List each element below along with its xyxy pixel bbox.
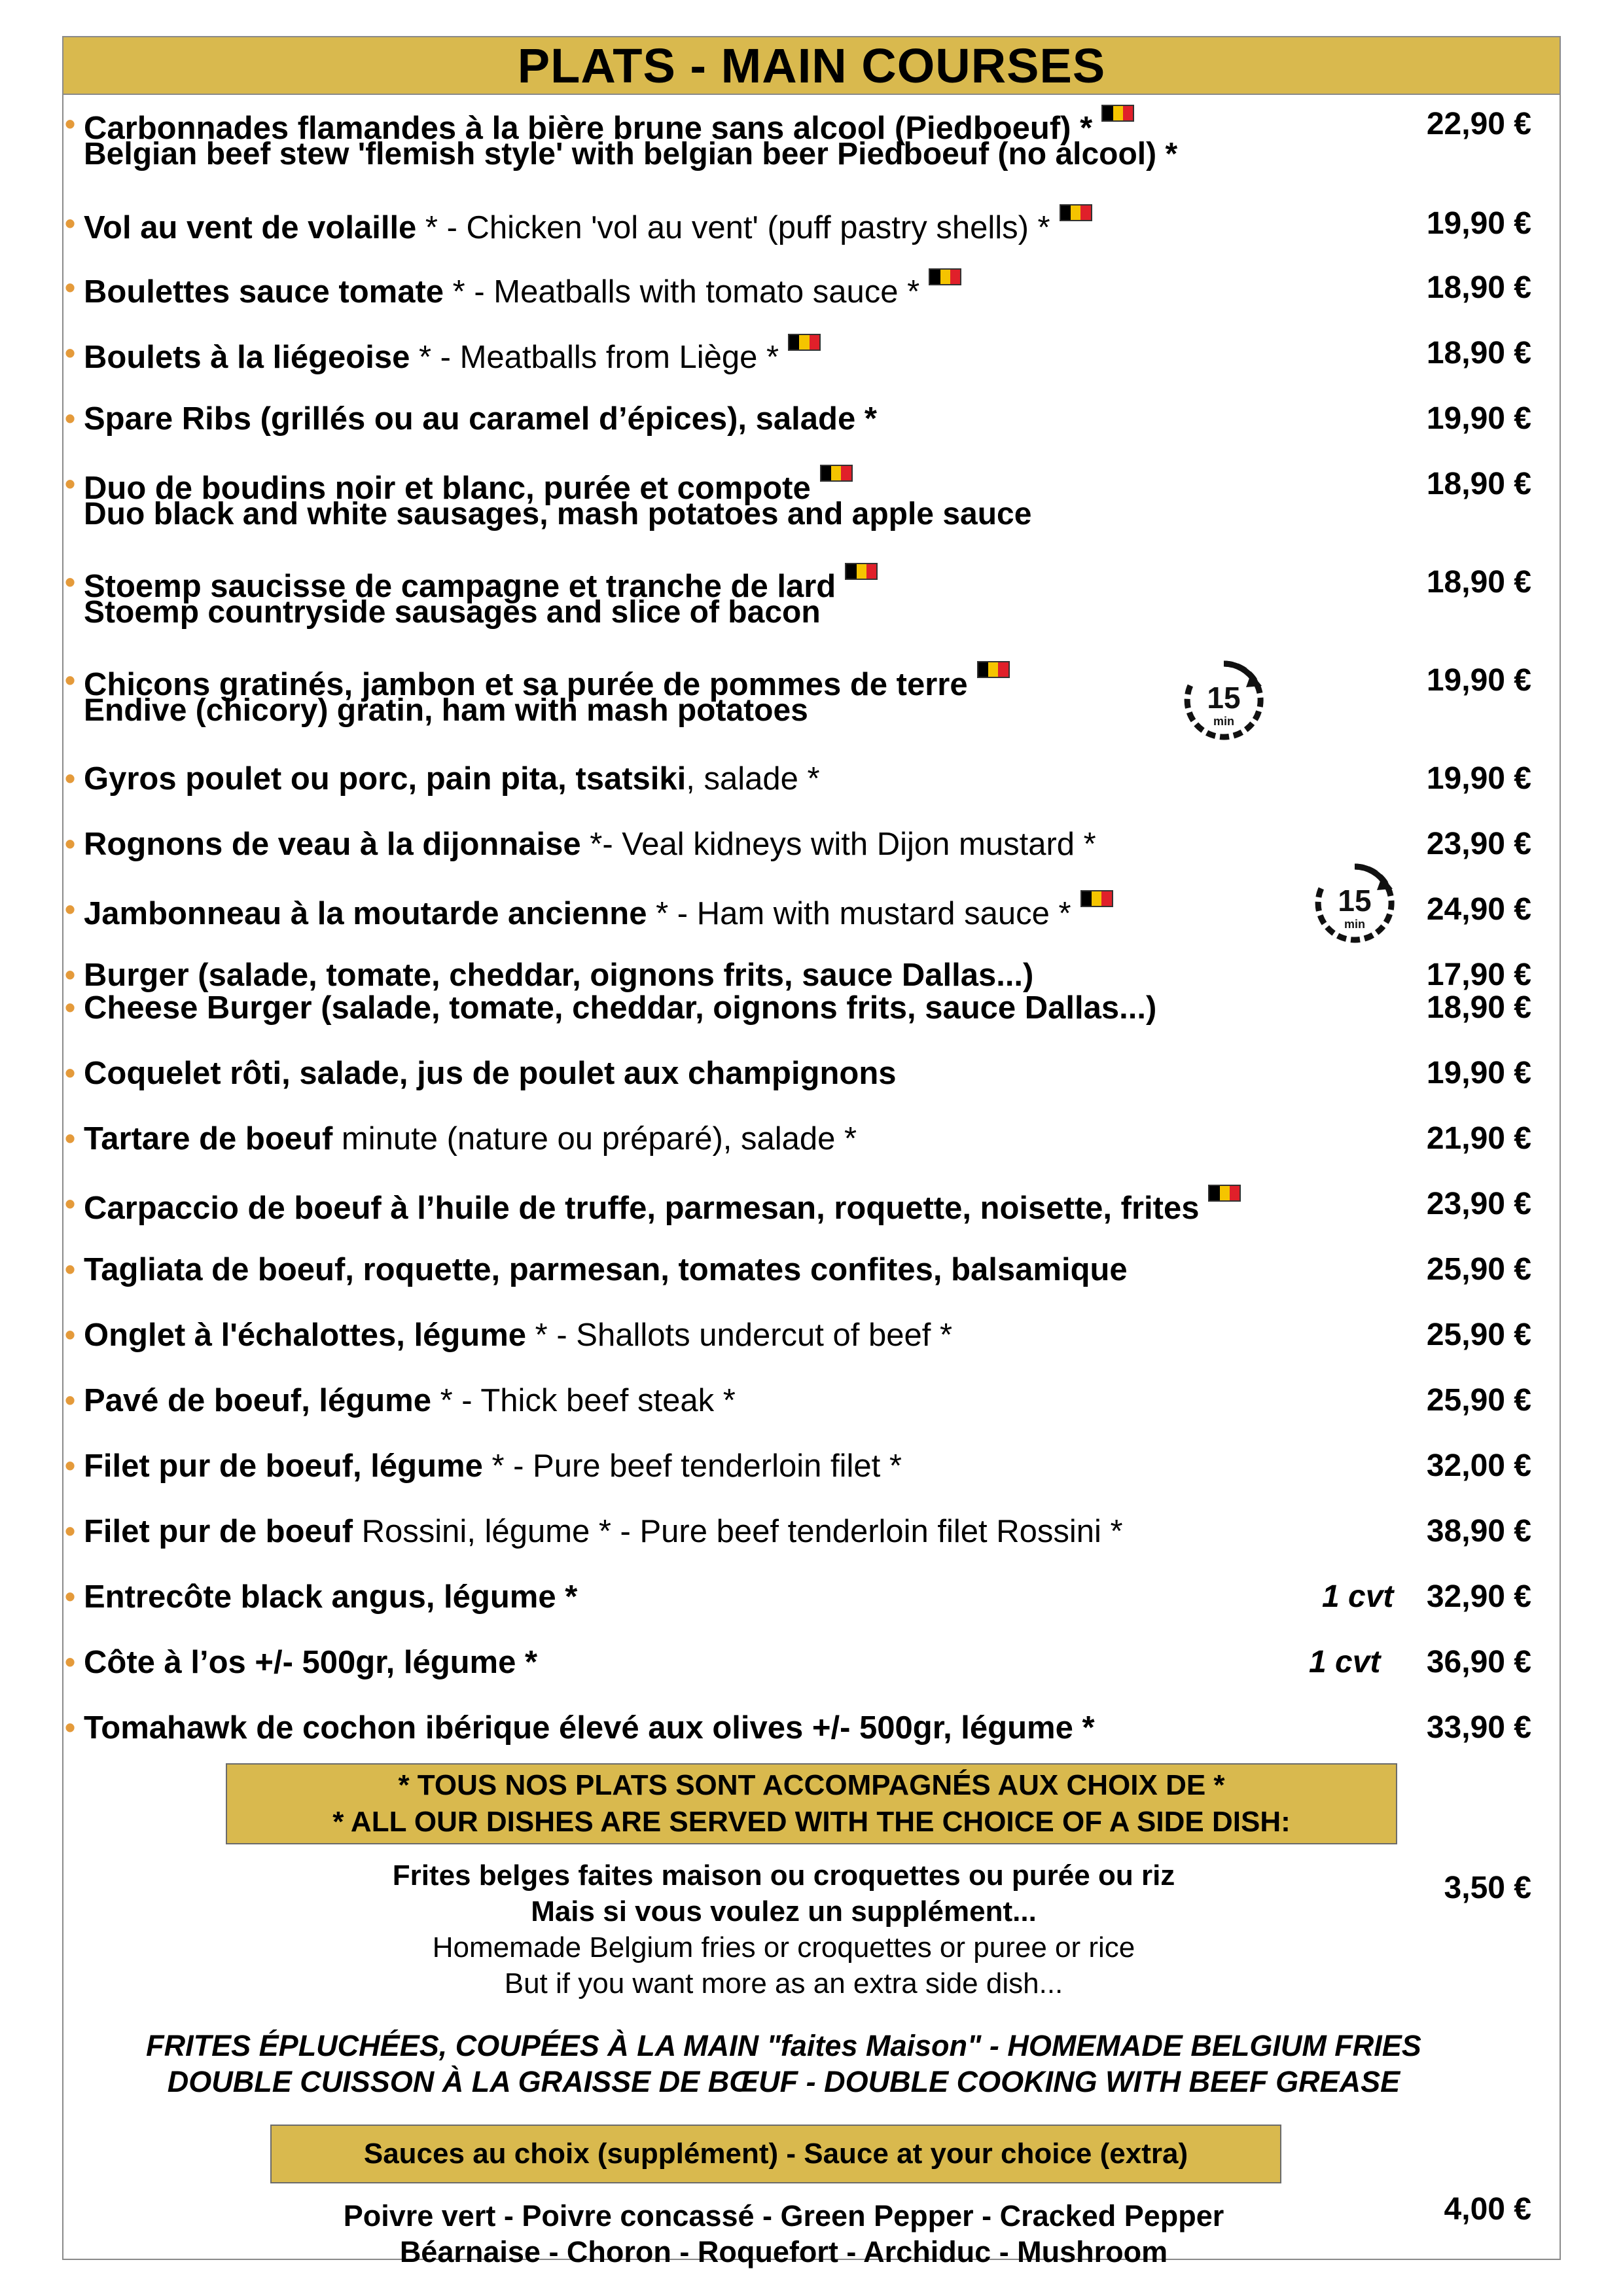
bullet-icon: • [65,565,76,599]
side-dish-text-1: Frites belges faites maison ou croquettes ou purée ou riz [392,1859,1175,1892]
menu-item-name [84,1708,1095,1748]
belgian-flag-icon [845,563,878,580]
bullet-icon: • [65,1579,76,1613]
menu-item-title: Gyros poulet ou porc, pain pita, tsatsiki [84,761,687,797]
menu-item-name [84,759,820,798]
menu-item-translation: Belgian beef stew 'flemish style' with belgian beer Piedboeuf (no alcool) * [84,137,1178,171]
menu-item [62,334,1561,406]
menu-item-price: 32,00 € [1426,1448,1531,1483]
page-title: PLATS - MAIN COURSES [62,36,1561,95]
menu-item-price: 25,90 € [1426,1318,1531,1352]
menu-item-price: 18,90 € [1426,565,1531,600]
menu-item-title: Tagliata de boeuf, roquette, parmesan, tomates confites, balsamique [84,1252,1128,1287]
menu-item [62,1446,1561,1518]
timer-number: 15 [1338,884,1372,918]
menu-item [62,1512,1561,1584]
sauce-list-2: Béarnaise - Choron - Roquefort - Archiduc - Mushroom [399,2235,1168,2269]
menu-item-price: 18,90 € [1426,467,1531,501]
menu-item-title: Tomahawk de cochon ibérique élevé aux olives +/- 500gr, légume * [84,1710,1095,1746]
menu-item-title: Côte à l’os +/- 500gr, légume * [84,1645,538,1680]
menu-item-price: 23,90 € [1426,827,1531,861]
side-dish-price: 3,50 € [1444,1871,1531,1905]
menu-item-title: Cheese Burger (salade, tomate, cheddar, oignons frits, sauce Dallas...) [84,990,1157,1026]
menu-item-name [84,204,1092,247]
bullet-icon: • [65,467,76,501]
sauce-price: 4,00 € [1444,2192,1531,2227]
menu-item [62,1119,1561,1191]
belgian-flag-icon [929,268,961,285]
timer-15-min-icon [1309,857,1400,949]
menu-item [62,1250,1561,1322]
menu-item-description: * - Chicken 'vol au vent' (puff pastry shells) * [416,210,1050,245]
menu-item-title: Vol au vent de volaille [84,210,417,245]
side-dish-text-4: But if you want more as an extra side dish... [504,1967,1063,2000]
bullet-icon: • [65,1318,76,1352]
menu-item-price: 18,90 € [1426,990,1531,1025]
bullet-icon: • [65,990,76,1024]
menu-item-covers: 1 cvt [1322,1579,1394,1614]
menu-item-title: Coquelet rôti, salade, jus de poulet aux champignons [84,1056,897,1091]
menu-item-name [84,1643,537,1682]
menu-item-name [84,1577,577,1617]
menu-item-title: Spare Ribs (grillés ou au caramel d’épices), salade * [84,401,877,437]
bullet-icon: • [65,663,76,697]
menu-item-title: Burger (salade, tomate, cheddar, oignons frits, sauce Dallas...) [84,958,1034,993]
menu-item-title: Entrecôte black angus, légume * [84,1579,578,1615]
bullet-icon: • [65,1121,76,1155]
menu-item-description: * - Shallots undercut of beef * [526,1318,953,1353]
menu-item [62,661,1561,733]
menu-item-name [84,1119,857,1158]
menu-item [62,1577,1561,1649]
menu-item-title: Onglet à l'échalottes, légume [84,1318,527,1353]
menu-item-translation: Endive (chicory) gratin, ham with mash potatoes [84,693,808,728]
menu-item [62,1185,1561,1257]
menu-item-description: , salade * [686,761,820,797]
menu-item-title: Rognons de veau à la dijonnaise [84,827,581,862]
menu-item-name [84,825,1096,864]
menu-item-description: * - Ham with mustard sauce * [647,896,1071,931]
menu-item-price: 25,90 € [1426,1252,1531,1287]
menu-item-title: Filet pur de boeuf, légume [84,1448,483,1484]
menu-item-price: 19,90 € [1426,206,1531,241]
bullet-icon: • [65,827,76,861]
menu-item-title: Jambonneau à la moutarde ancienne [84,896,647,931]
menu-item-title: Boulettes sauce tomate [84,274,444,310]
menu-item-description: * - Meatballs from Liège * [410,340,779,375]
menu-item [62,759,1561,831]
bullet-icon: • [65,761,76,795]
side-dish-box-line1: * TOUS NOS PLATS SONT ACCOMPAGNÉS AUX CHOIX DE * [398,1769,1225,1801]
menu-item-title: Pavé de boeuf, légume [84,1383,431,1418]
menu-item-title: Filet pur de boeuf [84,1514,353,1549]
menu-item [62,988,1561,1060]
menu-item-price: 19,90 € [1426,401,1531,436]
menu-item-description: *- Veal kidneys with Dijon mustard * [580,827,1096,862]
fries-note-1: FRITES ÉPLUCHÉES, COUPÉES À LA MAIN "faites Maison" - HOMEMADE BELGIUM FRIES [146,2029,1421,2062]
menu-item-description: Rossini, légume * - Pure beef tenderloin filet Rossini * [353,1514,1123,1549]
menu-item-covers: 1 cvt [1309,1645,1381,1679]
menu-item [62,1316,1561,1388]
bullet-icon: • [65,1514,76,1548]
menu-item-price: 25,90 € [1426,1383,1531,1418]
menu-item-price: 18,90 € [1426,270,1531,305]
bullet-icon: • [65,1710,76,1744]
menu-item-name [84,988,1156,1028]
menu-item [62,105,1561,177]
bullet-icon: • [65,1252,76,1286]
menu-item-title: Duo de boudins noir et blanc, purée et compote [84,471,811,506]
belgian-flag-icon [1060,204,1092,221]
menu-item-price: 32,90 € [1426,1579,1531,1614]
menu-item-name [84,268,961,312]
bullet-icon: • [65,1383,76,1417]
side-dish-box [226,1763,1397,1844]
side-dish-text-2: Mais si vous voulez un supplément... [531,1895,1037,1928]
menu-item [62,1054,1561,1126]
menu-item-title: Chicons gratinés, jambon et sa purée de pommes de terre [84,667,968,702]
bullet-icon: • [65,958,76,992]
menu-item-translation: Stoemp countryside sausages and slice of bacon [84,595,821,630]
menu-item-name [84,399,877,439]
menu-item [62,1381,1561,1453]
menu-item [62,1643,1561,1715]
bullet-icon: • [65,107,76,141]
timer-unit: min [1344,918,1366,931]
sauce-box: Sauces au choix (supplément) - Sauce at your choice (extra) [270,2125,1281,2183]
menu-item-price: 23,90 € [1426,1187,1531,1221]
bullet-icon: • [65,1645,76,1679]
menu-item-price: 24,90 € [1426,892,1531,927]
side-dish-text-3: Homemade Belgium fries or croquettes or puree or rice [432,1931,1135,1964]
menu-item-description: * - Meatballs with tomato sauce * [444,274,920,310]
timer-15-min-icon [1178,655,1270,746]
menu-item-name [84,1250,1128,1289]
menu-item [62,268,1561,340]
menu-item-title: Carbonnades flamandes à la bière brune sans alcool (Piedboeuf) * [84,111,1093,146]
timer-number: 15 [1207,681,1241,715]
belgian-flag-icon [1101,105,1134,122]
belgian-flag-icon [977,661,1010,678]
menu-item [62,204,1561,276]
menu-item-price: 21,90 € [1426,1121,1531,1156]
menu-item-name [84,1446,902,1486]
menu-item-price: 19,90 € [1426,1056,1531,1090]
menu-item-name [84,1054,897,1093]
menu-item-price: 18,90 € [1426,336,1531,370]
menu-item [62,465,1561,537]
menu-item-title: Stoemp saucisse de campagne et tranche de lard [84,569,836,604]
menu-item-name [84,890,1113,933]
menu-item-title: Boulets à la liégeoise [84,340,410,375]
menu-item-description: minute (nature ou préparé), salade * [332,1121,857,1157]
menu-item-title: Carpaccio de boeuf à l’huile de truffe, parmesan, roquette, noisette, frites [84,1191,1200,1226]
menu-item-name [84,1381,736,1420]
belgian-flag-icon [788,334,821,351]
menu-item-price: 19,90 € [1426,761,1531,796]
menu-item-name [84,1316,952,1355]
menu-item-name [84,334,821,377]
menu-item [62,563,1561,635]
belgian-flag-icon [820,465,853,482]
menu-item-price: 19,90 € [1426,663,1531,698]
bullet-icon: • [65,336,76,370]
bullet-icon: • [65,1448,76,1482]
bullet-icon: • [65,892,76,926]
menu-item-price: 17,90 € [1426,958,1531,992]
sauce-list-1: Poivre vert - Poivre concassé - Green Pepper - Cracked Pepper [343,2199,1224,2233]
bullet-icon: • [65,401,76,435]
timer-unit: min [1213,715,1235,728]
menu-item-price: 22,90 € [1426,107,1531,141]
menu-item-price: 33,90 € [1426,1710,1531,1745]
bullet-icon: • [65,270,76,304]
fries-note-2: DOUBLE CUISSON À LA GRAISSE DE BŒUF - DOUBLE COOKING WITH BEEF GREASE [167,2065,1400,2098]
belgian-flag-icon [1208,1185,1241,1202]
menu-item-translation: Duo black and white sausages, mash potatoes and apple sauce [84,497,1032,531]
bullet-icon: • [65,1056,76,1090]
bullet-icon: • [65,1187,76,1221]
menu-item-name [84,1512,1123,1551]
menu-item-description: * - Thick beef steak * [431,1383,736,1418]
belgian-flag-icon [1080,890,1113,907]
menu-item-title: Tartare de boeuf [84,1121,333,1157]
menu-item-price: 38,90 € [1426,1514,1531,1549]
side-dish-box-line2: * ALL OUR DISHES ARE SERVED WITH THE CHOICE OF A SIDE DISH: [332,1806,1291,1838]
menu-item-price: 36,90 € [1426,1645,1531,1679]
menu-item [62,399,1561,471]
menu-item-description: * - Pure beef tenderloin filet * [482,1448,902,1484]
menu-item-name [84,1185,1241,1228]
bullet-icon: • [65,206,76,240]
